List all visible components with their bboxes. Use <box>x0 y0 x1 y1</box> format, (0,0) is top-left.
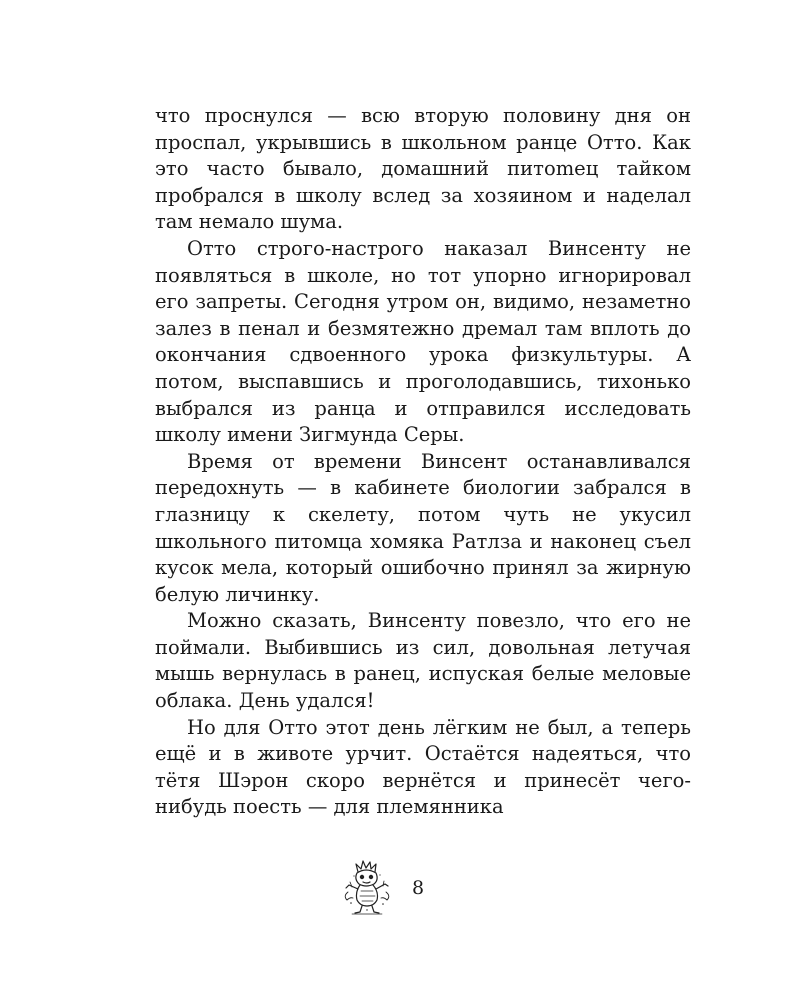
paragraph: Но для Отто этот день лёгким не был, а теперь ещё и в животе урчит. Остаётся надеяться, что тётя Шэрон скоро вернётся и принесёт чего-нибудь поесть — для племянника <box>155 715 691 819</box>
paragraph: Можно сказать, Винсенту повезло, что его не поймали. Выбившись из сил, довольная летучая мышь вернулась в ранец, испуская белые меловые облака. День удался! <box>155 609 691 713</box>
paragraph: Отто строго-настрого наказал Винсенту не появляться в школе, но тот упорно игнорировал его запреты. Сегодня утром он, видимо, незаметно залез в пенал и безмятежно дремал там вплоть до окончания сдвоенного урока физкультуры. А потом, выспавшись и проголодавшись, тихонько выбрался из ранца и отправился исследовать школу имени Зигмунда Серы. <box>155 236 691 447</box>
page-text <box>155 103 691 821</box>
paragraph-continuation: что проснулся — всю вторую половину дня он проспал, укрывшись в школьном ранце Отто. Как это часто бывало, домашний питоmец тайком пробрался в школу вслед за хозяином и наделал там немало шума. <box>155 104 691 234</box>
page-number: 8 <box>412 877 425 899</box>
paragraph: Время от времени Винсент останавливался передохнуть — в кабинете биологии забрался в глазницу к скелету, потом чуть не укусил школьного питомца хомяка Ратлза и наконец съел кусок мела, который ошибочно принял за жирную белую личинку. <box>155 449 691 606</box>
sketch-creature-icon <box>340 858 394 916</box>
page-footer <box>340 858 460 918</box>
